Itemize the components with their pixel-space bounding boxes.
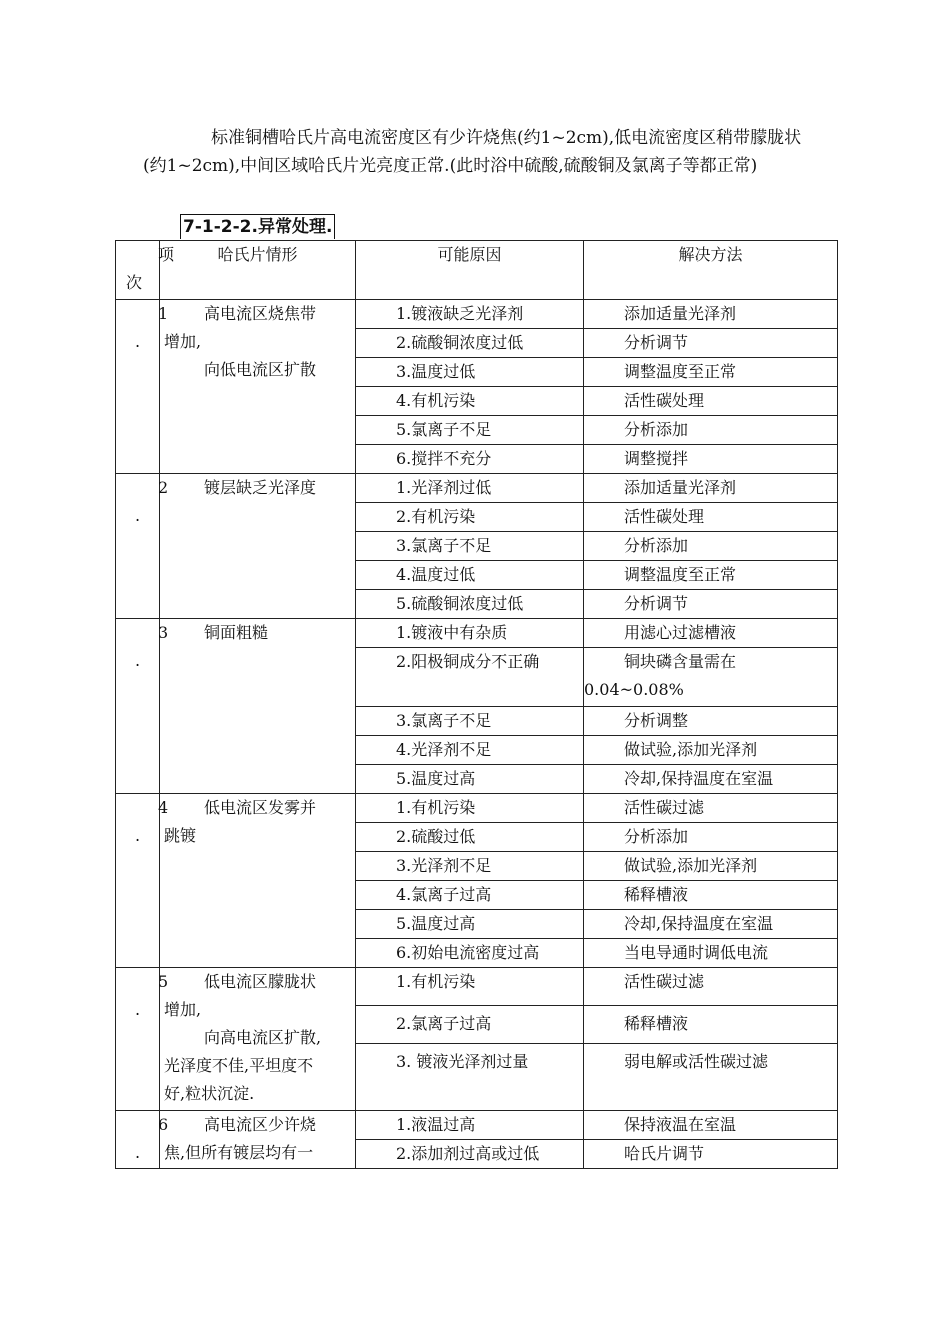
table-header-row [116,241,838,300]
solution-cell: 调整温度至正常 [584,561,838,590]
solution-cell: 分析调节 [584,590,838,619]
cause-cell: 2.硫酸铜浓度过低 [356,329,584,358]
solution-cell: 铜块磷含量需在 0.04~0.08% [584,648,838,707]
cause-cell: 3.氯离子不足 [356,532,584,561]
solution-cell: 用滤心过滤槽液 [584,619,838,648]
cause-cell: 1.镀液缺乏光泽剂 [356,300,584,329]
solution-cell: 冷却,保持温度在室温 [584,765,838,794]
cause-cell: 3.光泽剂不足 [356,852,584,881]
solution-cell: 保持液温在室温 [584,1111,838,1140]
cause-cell: 1.镀液中有杂质 [356,619,584,648]
cause-cell: 5.硫酸铜浓度过低 [356,590,584,619]
solution-cell: 哈氏片调节 [584,1140,838,1169]
table-row [116,794,838,823]
cause-cell: 4.有机污染 [356,387,584,416]
header-solution: 解决方法 [584,241,838,300]
troubleshooting-table [115,240,838,1169]
table-row [116,474,838,503]
cause-cell: 2.添加剂过高或过低 [356,1140,584,1169]
header-cause: 可能原因 [356,241,584,300]
cause-cell: 1.有机污染 [356,968,584,1006]
cause-cell: 5.温度过高 [356,910,584,939]
solution-cell: 冷却,保持温度在室温 [584,910,838,939]
solution-cell: 添加适量光泽剂 [584,474,838,503]
solution-cell: 添加适量光泽剂 [584,300,838,329]
solution-cell: 分析添加 [584,416,838,445]
header-item-number: 项 次 [116,241,160,300]
cause-cell: 2.阳极铜成分不正确 [356,648,584,707]
item-number-2: 2 . [116,474,160,619]
solution-cell: 调整搅拌 [584,445,838,474]
item-number-4: 4 . [116,794,160,968]
cause-cell: 5.温度过高 [356,765,584,794]
solution-cell: 活性碳过滤 [584,968,838,1006]
cause-cell: 4.氯离子过高 [356,881,584,910]
solution-cell: 活性碳过滤 [584,794,838,823]
cause-cell: 5.氯离子不足 [356,416,584,445]
cause-cell: 1.液温过高 [356,1111,584,1140]
table-row [116,1111,838,1140]
solution-cell: 分析添加 [584,823,838,852]
situation-1: 高电流区烧焦带 增加, 向低电流区扩散 [160,300,356,474]
cause-cell: 3.温度过低 [356,358,584,387]
cause-cell: 6.搅拌不充分 [356,445,584,474]
solution-cell: 分析添加 [584,532,838,561]
cause-cell: 1.有机污染 [356,794,584,823]
header-situation: 哈氏片情形 [160,241,356,300]
cause-cell: 4.光泽剂不足 [356,736,584,765]
solution-cell: 当电导通时调低电流 [584,939,838,968]
item-number-6: 6 . [116,1111,160,1169]
solution-cell: 做试验,添加光泽剂 [584,852,838,881]
item-number-5: 5 . [116,968,160,1111]
situation-2: 镀层缺乏光泽度 [160,474,356,619]
cause-cell: 2.氯离子过高 [356,1006,584,1044]
cause-cell: 1.光泽剂过低 [356,474,584,503]
cause-cell: 2.硫酸过低 [356,823,584,852]
section-heading: 7-1-2-2.异常处理. [180,214,335,239]
cause-cell: 3.氯离子不足 [356,707,584,736]
solution-cell: 调整温度至正常 [584,358,838,387]
item-number-3: 3 . [116,619,160,794]
solution-cell: 做试验,添加光泽剂 [584,736,838,765]
cause-cell: 3. 镀液光泽剂过量 [356,1044,584,1111]
solution-cell: 弱电解或活性碳过滤 [584,1044,838,1111]
item-number-1: 1 . [116,300,160,474]
solution-cell: 活性碳处理 [584,387,838,416]
cause-cell: 2.有机污染 [356,503,584,532]
situation-6: 高电流区少许烧 焦,但所有镀层均有一 [160,1111,356,1169]
table-row [116,300,838,329]
solution-cell: 分析调节 [584,329,838,358]
situation-3: 铜面粗糙 [160,619,356,794]
intro-paragraph: 标准铜槽哈氏片高电流密度区有少许烧焦(约1~2cm),低电流密度区稍带朦胧状(约1~2cm),中间区域哈氏片光亮度正常.(此时浴中硫酸,硫酸铜及氯离子等都正常) [143,128,802,176]
table-row [116,619,838,648]
solution-cell: 稀释槽液 [584,1006,838,1044]
solution-cell: 分析调整 [584,707,838,736]
solution-cell: 活性碳处理 [584,503,838,532]
solution-cell: 稀释槽液 [584,881,838,910]
cause-cell: 6.初始电流密度过高 [356,939,584,968]
cause-cell: 4.温度过低 [356,561,584,590]
situation-5: 低电流区朦胧状 增加, 向高电流区扩散, 光泽度不佳,平坦度不 好,粒状沉淀. [160,968,356,1111]
table-row [116,968,838,1006]
situation-4: 低电流区发雾并 跳镀 [160,794,356,968]
